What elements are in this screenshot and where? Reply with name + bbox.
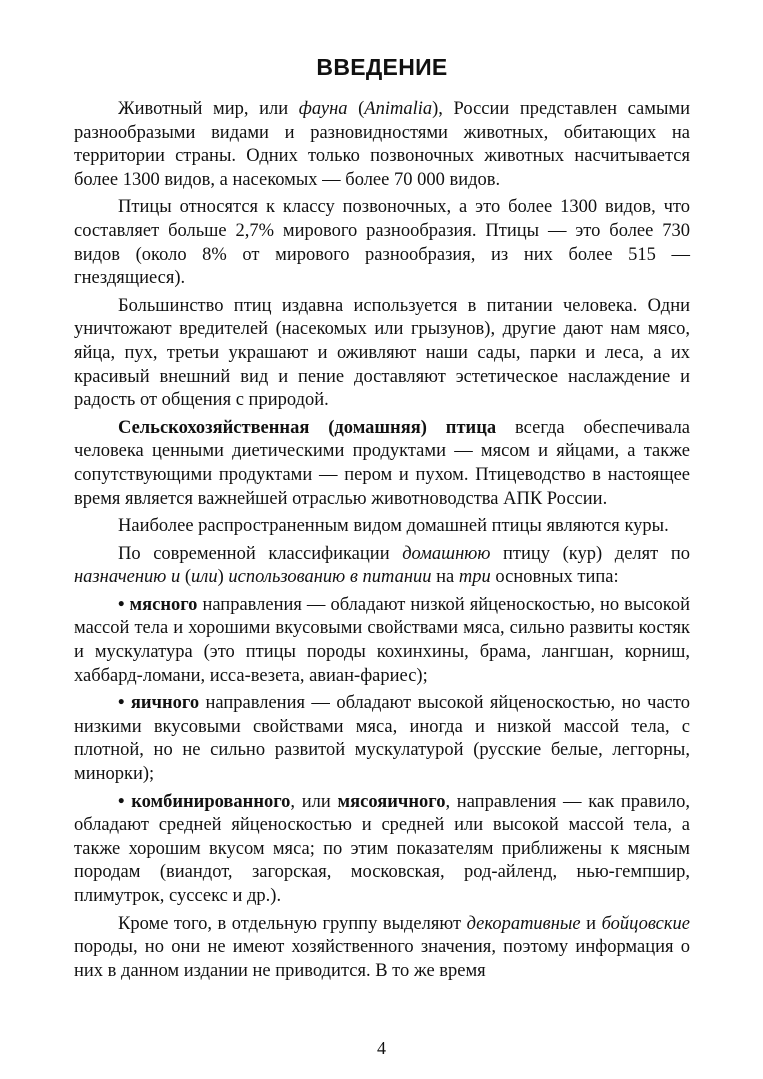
text-run: Кроме того, в отдельную группу выделяют	[118, 913, 467, 934]
bold-text: • яичного	[118, 693, 200, 714]
text-run: , или	[290, 791, 338, 812]
body-text	[74, 98, 690, 983]
italic-text: Animalia	[364, 99, 433, 119]
italic-text: бойцовские	[601, 913, 690, 934]
text-run: всегда обеспечивала человека ценными диетическими продуктами — мясом и яйцами, а также сопутствующими продуктами — пером и пухом. Птицеводство в настоящее время является важнейшей отраслью животноводства АПК России.	[74, 417, 691, 509]
paragraph	[74, 196, 690, 290]
text-run: основных типа:	[490, 567, 619, 588]
paragraph	[74, 692, 690, 786]
text-run: Наиболее распространенным видом домашней птицы являются куры.	[118, 516, 669, 537]
text-run: породы, но они не имеют хозяйственного значения, поэтому информация о них в данном издании не приводится. В то же время	[74, 937, 690, 981]
italic-text: три	[458, 567, 491, 588]
page-title: ВВЕДЕНИЕ	[316, 54, 448, 80]
bold-text: мясояичного	[337, 791, 446, 812]
text-run: птицу (кур) делят по	[490, 543, 690, 564]
bold-text: • комбинированного	[118, 791, 291, 812]
text-run: , направления — как правило, обладают средней яйценоскостью и средней или высокой массой тела, а также хорошим вкусом мяса; по этим показателям приближены к мясным породам (виандот, загорская, московская, род-айленд, нью-гемпшир, плимутрок, суссекс и др.).	[74, 791, 690, 906]
text-run: направления — обладают высокой яйценоскостью, но часто низкими вкусовыми свойствами мяса, иногда и низкой массой тела, с плотной, но не сильно развитой мускулатурой (русские белые, леггорны, минорки);	[74, 693, 690, 785]
text-run: направления — обладают низкой яйценоскостью, но высокой массой тела и хорошими вкусовыми свойствами мяса, сильно развиты костяк и мускулатура (это птицы породы кохинхины, брама, лангшан, корниш, хаббард-ломани, исса-везета, авиан-фариес);	[74, 594, 690, 686]
paragraph	[74, 295, 690, 413]
document-page	[74, 52, 690, 987]
text-run: )	[217, 567, 229, 588]
text-run: (	[180, 567, 192, 588]
text-run: Птицы относятся к классу позвоночных, а это более 1300 видов, что составляет больше 2,7% мирового разнообразия. Птицы — это более 730 видов (около 8% от мирового разнообразия, из них более 515 — гнездящиеся).	[74, 197, 690, 289]
italic-text: назначению и	[74, 567, 181, 588]
italic-text: фауна	[298, 99, 348, 119]
paragraph	[74, 913, 690, 984]
text-run: ), России представлен самыми разнообразыми видами и разновидностями животных, обитающих на территории страны. Одних только позвоночных животных насчитывается более 1300 видов, а насекомых — более 70 000 видов.	[74, 99, 690, 190]
paragraph	[74, 543, 690, 590]
italic-text: декоративные	[466, 913, 581, 934]
text-run: и	[580, 913, 602, 934]
text-run: Животный мир, или	[118, 99, 299, 119]
paragraph	[74, 98, 690, 192]
bold-text: • мясного	[118, 594, 198, 615]
text-run: (	[347, 99, 365, 119]
bold-text: Сельскохозяйственная (домашняя) птица	[118, 417, 497, 438]
paragraph	[74, 791, 690, 909]
text-run: По современной классификации	[118, 543, 403, 564]
text-run: Большинство птиц издавна используется в питании человека. Одни уничтожают вредителей (насекомых или грызунов), другие дают нам мясо, яйца, пух, третьи украшают и оживляют наши сады, парки и леса, а их красивый внешний вид и пение доставляют эстетическое наслаждение и радость от общения с природой.	[74, 295, 690, 411]
page-number: 4	[377, 1038, 386, 1058]
paragraph	[74, 594, 690, 688]
italic-text: домашнюю	[402, 543, 491, 564]
italic-text: или	[191, 567, 218, 588]
text-run: на	[431, 567, 459, 588]
paragraph	[74, 515, 690, 539]
paragraph	[74, 417, 690, 511]
italic-text: использованию в питании	[228, 567, 432, 588]
